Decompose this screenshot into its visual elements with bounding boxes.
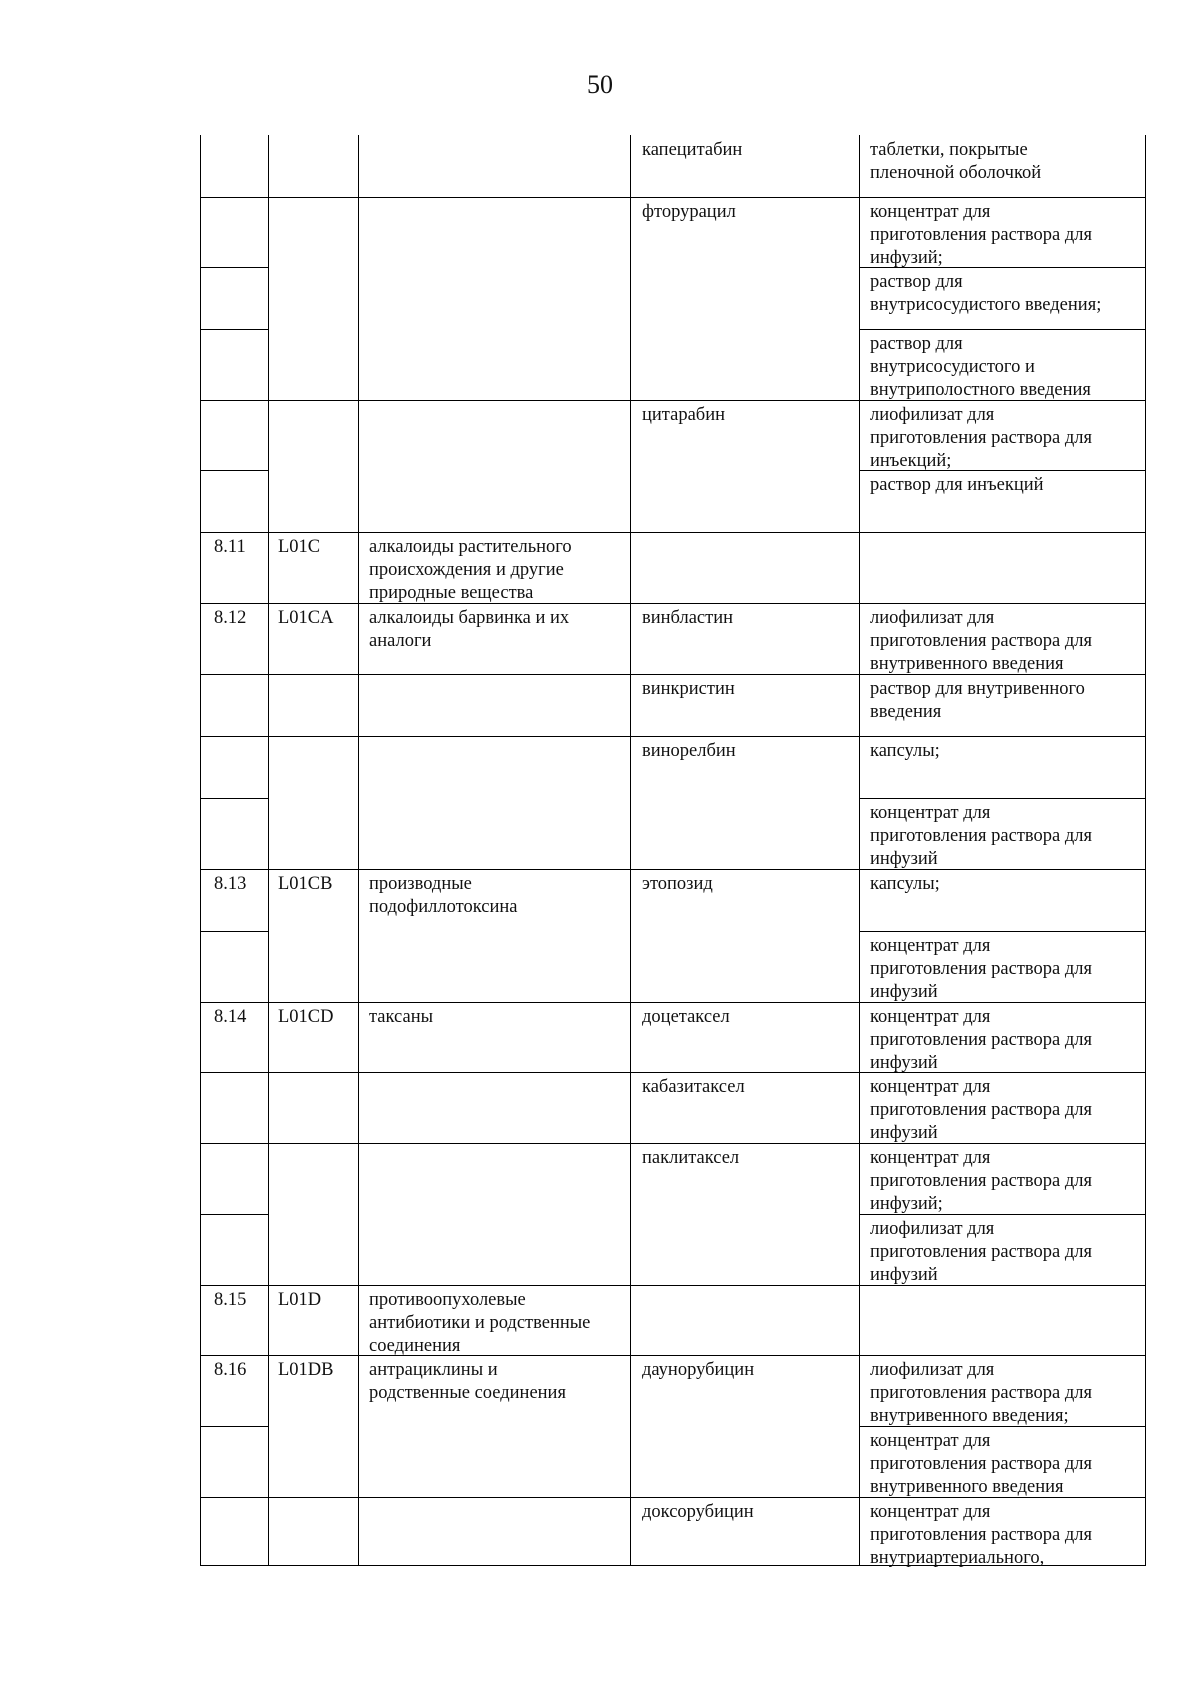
dosage-form: раствор для инъекций	[870, 475, 1044, 495]
drug-name: доксорубицин	[642, 1502, 754, 1522]
dosage-form: концентрат для приготовления раствора для инфузий;	[870, 1148, 1092, 1214]
row-number: 8.13	[214, 874, 247, 894]
dosage-form: раствор для внутрисосудистого и внутриполостного введения	[870, 334, 1091, 400]
dosage-form: концентрат для приготовления раствора для внутривенного введения	[870, 1431, 1092, 1497]
drug-name: винорелбин	[642, 741, 736, 761]
dosage-form: раствор для внутрисосудистого введения;	[870, 272, 1102, 315]
drug-name: фторурацил	[642, 202, 736, 222]
dosage-form: концентрат для приготовления раствора для внутриартериального,	[870, 1502, 1092, 1568]
group-name: производные подофиллотоксина	[369, 874, 518, 917]
drug-name: паклитаксел	[642, 1148, 740, 1168]
column-border	[200, 135, 201, 1566]
row-border	[200, 1426, 268, 1427]
row-number: 8.11	[214, 537, 246, 557]
row-border	[859, 329, 1146, 330]
row-border	[200, 1355, 1146, 1356]
drug-name: цитарабин	[642, 405, 725, 425]
row-border	[200, 532, 1146, 533]
atc-code: L01DB	[278, 1360, 334, 1380]
atc-code: L01CB	[278, 874, 333, 894]
dosage-form: концентрат для приготовления раствора для инфузий	[870, 936, 1092, 1002]
atc-code: L01C	[278, 537, 321, 557]
dosage-form: капсулы;	[870, 874, 940, 894]
drug-name: доцетаксел	[642, 1007, 730, 1027]
row-border	[200, 798, 268, 799]
dosage-form: концентрат для приготовления раствора для инфузий	[870, 1007, 1092, 1073]
dosage-form: концентрат для приготовления раствора для инфузий;	[870, 202, 1092, 268]
column-border	[859, 135, 860, 1566]
atc-code: L01D	[278, 1290, 322, 1310]
drug-name: даунорубицин	[642, 1360, 755, 1380]
row-border	[200, 197, 1146, 198]
row-border	[859, 798, 1146, 799]
row-border	[200, 329, 268, 330]
row-number: 8.16	[214, 1360, 247, 1380]
row-border	[200, 267, 268, 268]
column-border	[268, 135, 269, 1566]
dosage-form: концентрат для приготовления раствора для инфузий	[870, 1077, 1092, 1143]
group-name: антрациклины и родственные соединения	[369, 1360, 566, 1403]
row-border	[200, 470, 268, 471]
row-border	[200, 603, 1146, 604]
dosage-form: капсулы;	[870, 741, 940, 761]
dosage-form: таблетки, покрытые пленочной оболочкой	[870, 140, 1042, 183]
row-number: 8.14	[214, 1007, 247, 1027]
page-number: 50	[587, 70, 613, 99]
column-border	[358, 135, 359, 1566]
atc-code: L01CD	[278, 1007, 334, 1027]
group-name: противоопухолевые антибиотики и родственные соединения	[369, 1290, 591, 1356]
dosage-form: лиофилизат для приготовления раствора для инъекций;	[870, 405, 1092, 471]
row-number: 8.12	[214, 608, 247, 628]
drug-name: кабазитаксел	[642, 1077, 745, 1097]
row-number: 8.15	[214, 1290, 247, 1310]
dosage-form: концентрат для приготовления раствора для инфузий	[870, 803, 1092, 869]
drug-table	[200, 135, 1146, 1568]
group-name: алкалоиды барвинка и их аналоги	[369, 608, 570, 651]
group-name: таксаны	[369, 1007, 434, 1027]
drug-name: этопозид	[642, 874, 713, 894]
drug-name: винбластин	[642, 608, 734, 628]
column-border	[630, 135, 631, 1566]
atc-code: L01CA	[278, 608, 334, 628]
dosage-form: лиофилизат для приготовления раствора для инфузий	[870, 1219, 1092, 1285]
dosage-form: раствор для внутривенного введения	[870, 679, 1085, 722]
drug-name: капецитабин	[642, 140, 743, 160]
row-border	[200, 736, 1146, 737]
drug-name: винкристин	[642, 679, 735, 699]
row-border	[200, 1214, 268, 1215]
row-border	[859, 931, 1146, 932]
group-name: алкалоиды растительного происхождения и другие природные вещества	[369, 537, 572, 603]
column-border	[1145, 135, 1146, 1566]
row-border	[200, 931, 268, 932]
dosage-form: лиофилизат для приготовления раствора для внутривенного введения	[870, 608, 1092, 674]
dosage-form: лиофилизат для приготовления раствора для внутривенного введения;	[870, 1360, 1092, 1426]
